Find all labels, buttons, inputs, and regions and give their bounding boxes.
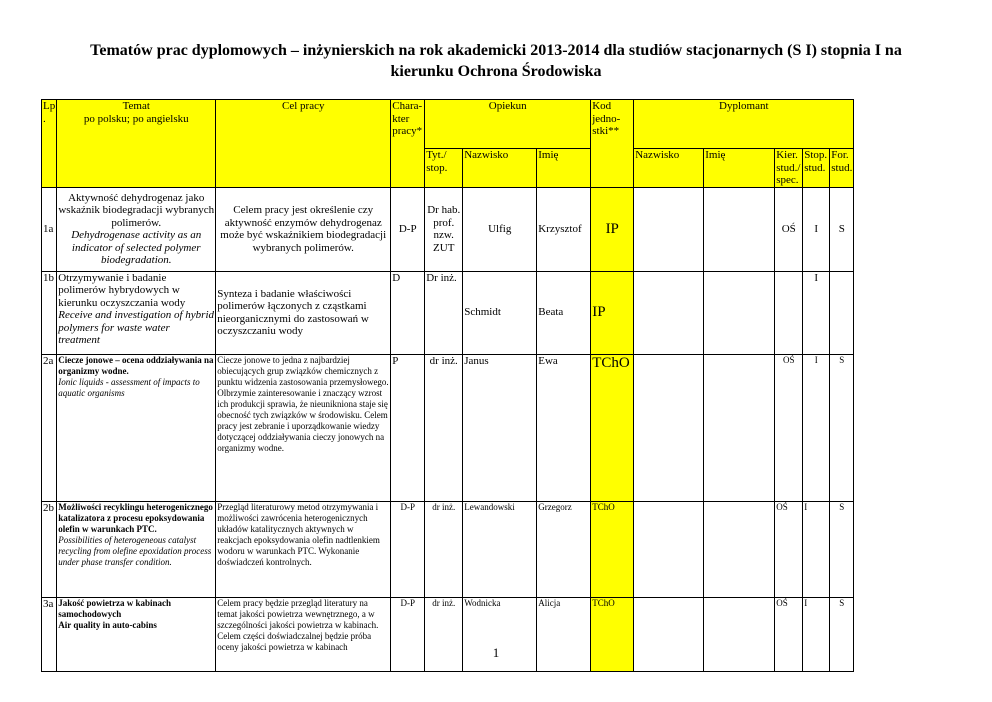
row-d-imie: [704, 271, 775, 354]
row-nazwisko: Janus: [463, 354, 537, 501]
row-cel: Synteza i badanie właściwości polimerów łączonych z cząstkami nieorganicznymi do zastosowań w oczyszczaniu wody: [216, 271, 391, 354]
document-title: [40, 40, 952, 82]
row-kier: OŚ: [775, 354, 803, 501]
row-for: S: [830, 501, 854, 597]
row-lp: 2a: [42, 354, 57, 501]
table-row: [42, 271, 854, 354]
row-lp: 1a: [42, 187, 57, 271]
row-d-nazwisko: [634, 501, 704, 597]
header-d-imie: Imię: [704, 149, 775, 188]
row-temat-pl: Jakość powietrza w kabinach samochodowych: [58, 597, 171, 619]
row-tyt: dr inż.: [425, 354, 463, 501]
row-d-nazwisko: [634, 354, 704, 501]
row-imie: Grzegorz: [537, 501, 591, 597]
row-tyt: dr inż.: [425, 501, 463, 597]
table-row: [42, 354, 854, 501]
row-nazwisko: Wodnicka: [463, 597, 537, 671]
title-line-2: kierunku Ochrona Środowiska: [390, 63, 602, 80]
header-stop: Stop. stud.: [803, 149, 830, 188]
row-kod: TChO: [591, 597, 634, 671]
header-temat-label: Temat: [122, 100, 150, 112]
header-opiekun: Opiekun: [425, 100, 591, 149]
row-stop: I: [803, 597, 830, 671]
row-d-imie: [704, 187, 775, 271]
row-temat: [57, 271, 216, 354]
row-tyt: dr inż.: [425, 597, 463, 671]
row-char: P: [391, 354, 425, 501]
row-temat-pl: Aktywność dehydrogenaz jako wskaźnik biodegradacji wybranych polimerów.: [58, 191, 215, 229]
row-for: S: [830, 354, 854, 501]
row-imie: Krzysztof: [537, 187, 591, 271]
header-charakter: Chara- kter pracy*: [391, 100, 425, 188]
row-stop: I: [803, 501, 830, 597]
row-temat: [57, 501, 216, 597]
row-tyt: Dr hab. prof. nzw. ZUT: [425, 187, 463, 271]
row-kier: OŚ: [775, 501, 803, 597]
row-kod: IP: [591, 271, 634, 354]
theses-table: [41, 99, 854, 672]
row-nazwisko: Lewandowski: [463, 501, 537, 597]
row-tyt: Dr inż.: [425, 271, 463, 354]
row-imie: Ewa: [537, 354, 591, 501]
row-stop: I: [803, 354, 830, 501]
row-nazwisko: Schmidt: [463, 271, 537, 354]
header-nazwisko: Nazwisko: [463, 149, 537, 188]
row-temat-en: Air quality in auto-cabins: [58, 619, 157, 630]
header-tyt: Tyt./ stop.: [425, 149, 463, 188]
table-row: [42, 187, 854, 271]
row-kod: TChO: [591, 501, 634, 597]
row-cel: Ciecze jonowe to jedna z najbardziej obiecujących grup związków chemicznych z punktu widzenia zastosowania przemysłowego. Olbrzymie zainteresowanie i znaczący wzrost ich produkcji sprawia, że nieunikniona staje się obecność tych związków w środowisku. Celem pracy jest zebranie i uporządkowanie wiedzy dotyczącej oddziaływania cieczy jonowych na organizmy wodne.: [216, 354, 391, 501]
row-char: D-P: [391, 597, 425, 671]
header-temat: [57, 100, 216, 188]
row-temat-en: Dehydrogenase activity as an indicator of selected polymer biodegradation.: [71, 229, 202, 266]
row-cel: Przegląd literaturowy metod otrzymywania i możliwości zawrócenia heterogenicznych układów katalitycznych aktywnych w reakcjach epoksydowania olefin nadtlenkiem wodoru w warunkach PTC. Wykonanie doświadczeń kontrolnych.: [216, 501, 391, 597]
row-d-nazwisko: [634, 187, 704, 271]
row-for: S: [830, 187, 854, 271]
row-temat: [57, 354, 216, 501]
row-lp: 2b: [42, 501, 57, 597]
row-cel: Celem pracy będzie przegląd literatury na temat jakości powietrza wewnętrznego, a w szczególności jakości powietrza w kabinach. Celem części doświadczalnej będzie próba oceny jakości powietrza w kabinach: [216, 597, 391, 671]
header-d-nazwisko: Nazwisko: [634, 149, 704, 188]
row-temat: [57, 187, 216, 271]
row-char: D: [391, 271, 425, 354]
header-row: [42, 100, 854, 149]
table-row: [42, 501, 854, 597]
row-imie: Beata: [537, 271, 591, 354]
row-temat-en: Receive and investigation of hybrid polymers for waste water treatment: [58, 309, 215, 346]
row-char: D-P: [391, 501, 425, 597]
header-lp: Lp .: [42, 100, 57, 188]
header-for: For. stud.: [830, 149, 854, 188]
row-temat-pl: Ciecze jonowe – ocena oddziaływania na organizmy wodne.: [58, 354, 214, 376]
row-kier: OŚ: [775, 187, 803, 271]
row-d-imie: [704, 354, 775, 501]
row-imie: Alicja: [537, 597, 591, 671]
row-for: [830, 271, 854, 354]
header-imie: Imię: [537, 149, 591, 188]
page-number: 1: [492, 645, 500, 660]
row-temat-pl: Otrzymywanie i badanie polimerów hybrydowych w kierunku oczyszczania wody: [58, 271, 186, 309]
header-kod: Kod jedno- stki**: [591, 100, 634, 188]
row-temat-en: Ionic liquids - assessment of impacts to aquatic organisms: [58, 376, 200, 398]
row-kod: IP: [591, 187, 634, 271]
row-lp: 1b: [42, 271, 57, 354]
row-kod: TChO: [591, 354, 634, 501]
row-d-nazwisko: [634, 271, 704, 354]
row-kier: [775, 271, 803, 354]
row-lp: 3a: [42, 597, 57, 671]
header-kier: Kier. stud./ spec.: [775, 149, 803, 188]
row-nazwisko: Ulfig: [463, 187, 537, 271]
row-stop: I: [803, 187, 830, 271]
row-kier: OŚ: [775, 597, 803, 671]
header-cel: Cel pracy: [216, 100, 391, 188]
header-temat-sub: po polsku; po angielsku: [83, 112, 189, 125]
header-dyplomant: Dyplomant: [634, 100, 854, 149]
title-line-1: Tematów prac dyplomowych – inżynierskich na rok akademicki 2013-2014 dla studiów stacjonarnych (S I) stopnia I na: [90, 42, 902, 59]
row-d-imie: [704, 501, 775, 597]
row-cel: Celem pracy jest określenie czy aktywność enzymów dehydrogenaz może być wskaźnikiem biodegradacji wybranych polimerów.: [216, 187, 391, 271]
row-for: S: [830, 597, 854, 671]
row-temat-pl: Możliwości recyklingu heterogenicznego katalizatora z procesu epoksydowania olefin w warunkach PTC.: [58, 501, 213, 534]
row-char: D-P: [391, 187, 425, 271]
row-stop: I: [803, 271, 830, 354]
row-temat-en: Possibilities of heterogeneous catalyst recycling from olefine epoxidation process under phase transfer condition.: [58, 534, 212, 567]
